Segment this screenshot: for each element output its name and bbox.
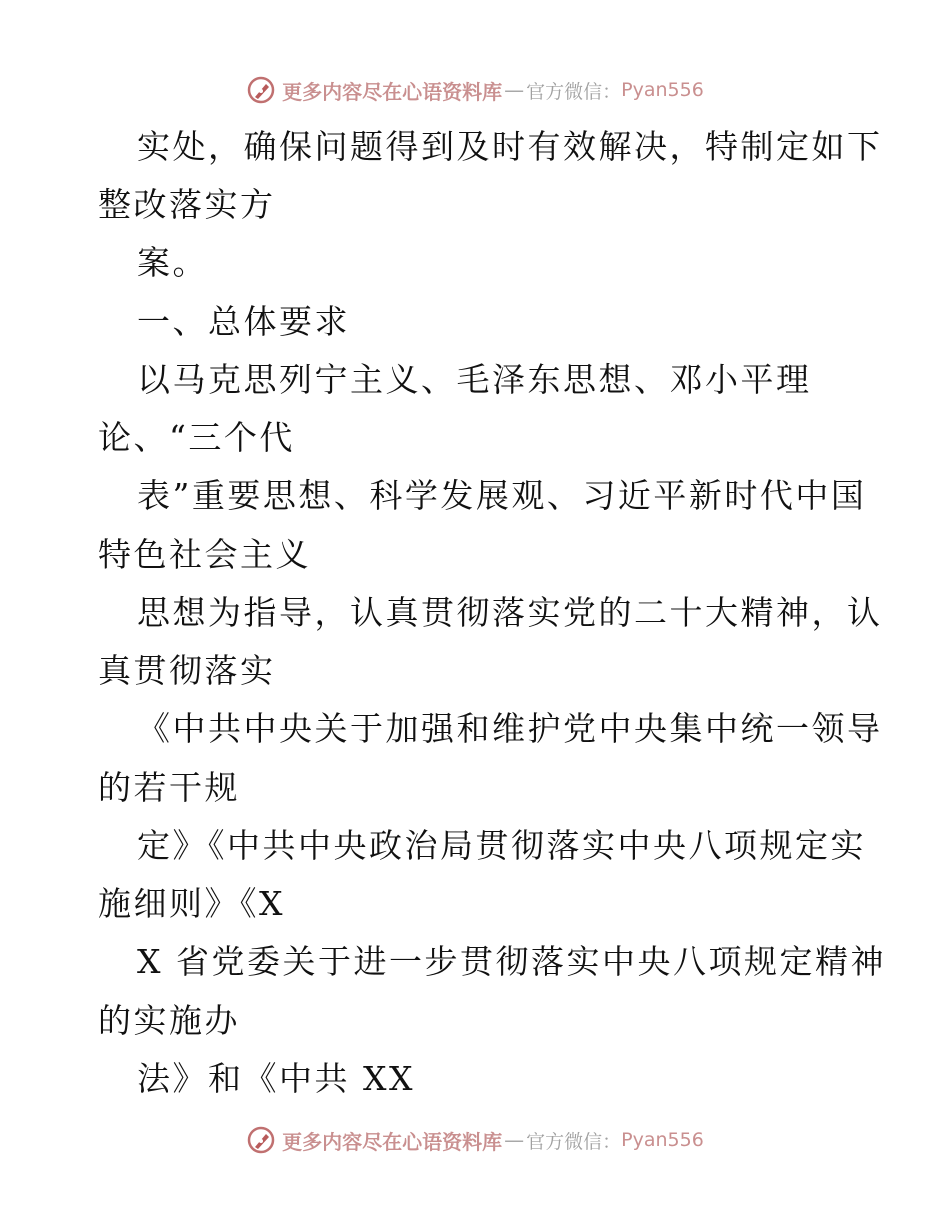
watermark-separator: — — [504, 78, 525, 102]
watermark-brand: 更多内容尽在心语资料库 — [282, 79, 503, 104]
watermark-wechat-id: Pyan556 — [621, 1129, 704, 1151]
text-line: 特色社会主义 — [98, 535, 311, 574]
text-line: 真贯彻落实 — [98, 651, 276, 690]
watermark-wechat-id: Pyan556 — [621, 79, 704, 101]
text-line: 论、“三个代 — [98, 418, 295, 457]
pen-nib-logo-icon — [246, 1125, 276, 1155]
watermark-brand: 更多内容尽在心语资料库 — [282, 1129, 503, 1154]
text-line: 施细则》《X — [98, 884, 285, 923]
text-line: 实处，确保问题得到及时有效解决，特制定如下 — [137, 127, 883, 166]
text-line: 法》和《中共 XX — [137, 1059, 415, 1098]
section-heading: 一、总体要求 — [137, 302, 350, 341]
text-line: 定》《中共中央政治局贯彻落实中央八项规定实 — [137, 826, 866, 865]
watermark-wechat-label: 官方微信： — [526, 1130, 622, 1153]
text-line: 的实施办 — [98, 1001, 240, 1040]
text-line: 表”重要思想、科学发展观、习近平新时代中国 — [137, 476, 867, 515]
footer-watermark — [0, 1120, 950, 1160]
pen-nib-logo-icon — [246, 75, 276, 105]
text-line: X 省党委关于进一步贯彻落实中央八项规定精神 — [137, 942, 886, 981]
watermark-separator: — — [504, 1128, 525, 1152]
text-line: 的若干规 — [98, 768, 240, 807]
text-line: 整改落实方 — [98, 185, 276, 224]
text-line: 思想为指导，认真贯彻落实党的二十大精神，认 — [137, 593, 883, 632]
watermark-wechat-label: 官方微信： — [526, 80, 622, 103]
text-line: 《中共中央关于加强和维护党中央集中统一领导 — [137, 709, 883, 748]
text-line: 以马克思列宁主义、毛泽东思想、邓小平理 — [137, 360, 812, 399]
text-line: 案。 — [137, 243, 208, 282]
header-watermark — [0, 70, 950, 110]
